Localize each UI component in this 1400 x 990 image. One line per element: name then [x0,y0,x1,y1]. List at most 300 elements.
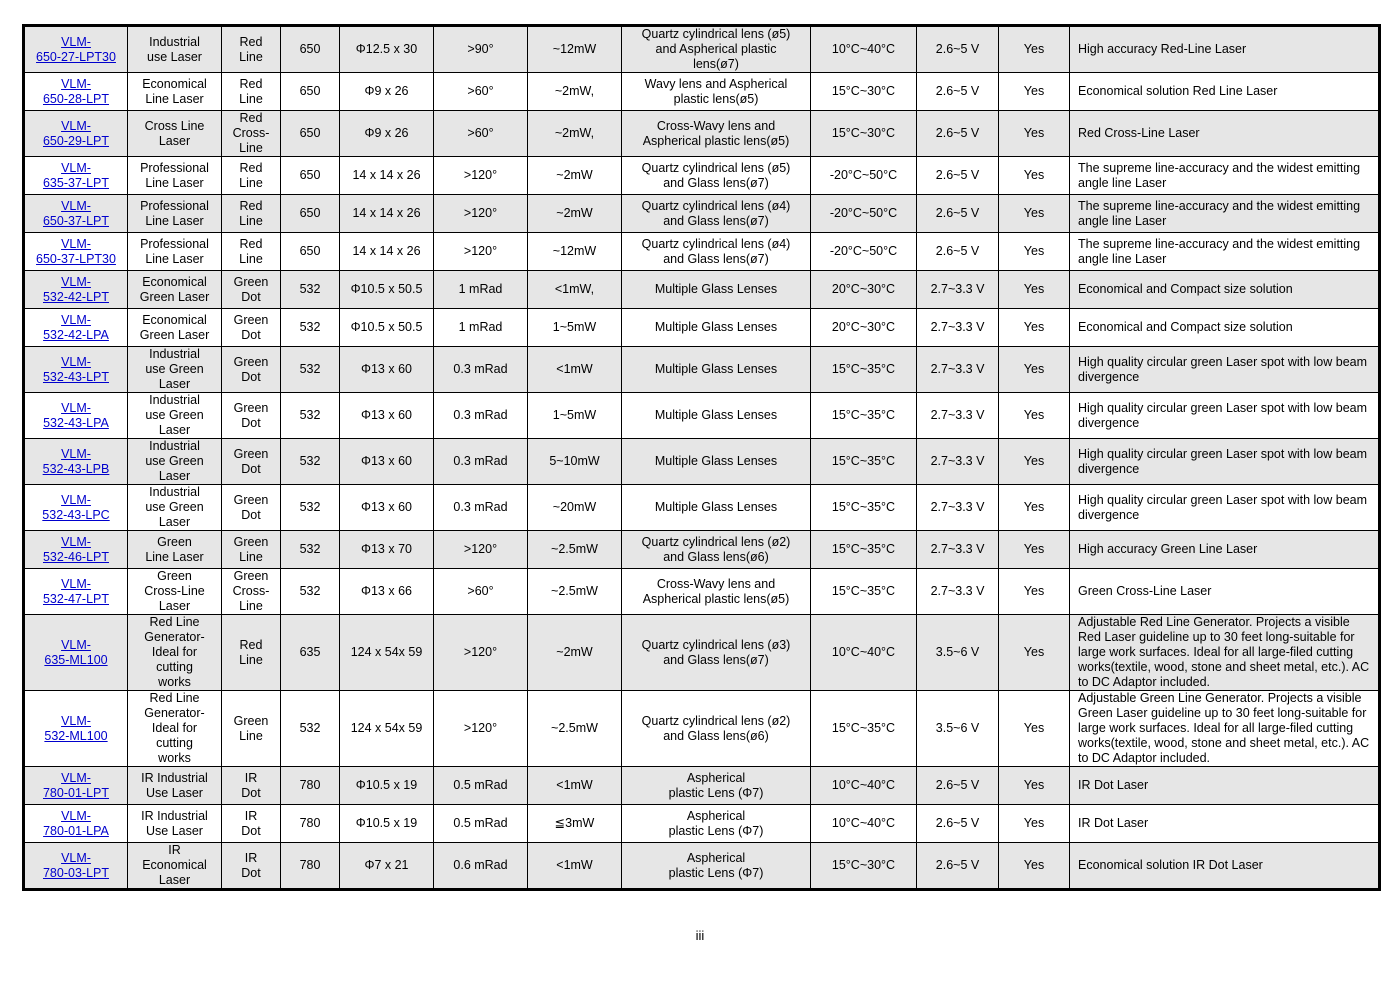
optics-text: Multiple Glass Lenses [654,408,778,422]
description-text: Economical solution IR Dot Laser [1078,858,1263,872]
cell-pattern [222,233,281,271]
temperature-text: 20°C~30°C [831,320,896,334]
description-text: Red Cross-Line Laser [1078,126,1200,140]
pattern-text: Line [239,599,263,613]
model-text: 532-43-LPT [42,369,109,384]
model-text: 650-37-LPT30 [36,251,116,266]
pattern-text: Green [233,534,269,549]
cell-voltage [917,111,999,157]
optics-text: and Glass lens(ø7) [663,213,769,228]
pattern-text: Red [239,637,263,652]
table-row [24,347,1380,393]
adjustable-text: Yes [1023,282,1045,296]
cell-temperature [811,691,917,767]
model-link[interactable] [36,35,116,64]
optics-text: Aspherical [686,850,746,865]
cell-dimensions [340,393,434,439]
cell-description [1070,805,1380,843]
optics-text: Multiple Glass Lenses [654,320,778,334]
cell-temperature [811,111,917,157]
wavelength-text: 780 [299,778,321,792]
model-link[interactable] [43,161,109,190]
table-row [24,195,1380,233]
cell-temperature [811,157,917,195]
optics-text: Cross-Wavy lens and [656,576,776,591]
optics-text: plastic lens(ø5) [673,91,759,106]
cell-wavelength [281,531,340,569]
optics-text: Quartz cylindrical lens (ø2) [641,713,791,728]
cell-optics [622,531,811,569]
cell-pattern [222,271,281,309]
cell-power [528,569,622,615]
cell-application [128,271,222,309]
pattern-text: IR [244,808,258,823]
cell-dimensions [340,485,434,531]
application-text: Economical [142,274,207,289]
cell-temperature [811,485,917,531]
cell-voltage [917,347,999,393]
cell-optics [622,767,811,805]
model-link[interactable] [43,355,109,384]
cell-optics [622,233,811,271]
temperature-text: 15°C~30°C [831,126,896,140]
pattern-text: Red [239,198,263,213]
description-text: Economical and Compact size solution [1078,320,1293,334]
optics-text: plastic Lens (Φ7) [668,823,764,838]
cell-voltage [917,485,999,531]
cell-description [1070,393,1380,439]
cell-application [128,393,222,439]
cell-optics [622,111,811,157]
cell-fan-angle [434,767,528,805]
model-link[interactable] [43,275,109,304]
cell-wavelength [281,271,340,309]
adjustable-text: Yes [1023,721,1045,735]
cell-wavelength [281,843,340,890]
model-link[interactable] [43,535,109,564]
fan-angle-text: 0.3 mRad [453,500,508,514]
power-text: <1mW, [554,282,595,296]
model-text: 635-ML100 [44,652,108,667]
power-text: ~20mW [552,500,597,514]
pattern-text: Cross- [232,584,270,598]
optics-text: and Glass lens(ø6) [663,549,769,564]
cell-fan-angle [434,485,528,531]
description-text: High quality circular green Laser spot with low beam divergence [1078,446,1368,476]
model-text: VLM- [61,492,91,507]
application-text: IR Industrial [141,808,208,823]
model-text: 532-43-LPC [42,507,110,522]
cell-description [1070,309,1380,347]
dimensions-text: 14 x 14 x 26 [352,244,421,258]
cell-optics [622,271,811,309]
application-text: Professional [140,160,209,175]
cell-optics [622,843,811,890]
cell-pattern [222,805,281,843]
temperature-text: 15°C~30°C [831,858,896,872]
wavelength-text: 532 [299,454,321,468]
fan-angle-text: >120° [463,542,498,556]
model-text: VLM- [61,236,91,251]
description-text: IR Dot Laser [1078,816,1149,830]
cell-temperature [811,393,917,439]
cell-voltage [917,439,999,485]
cell-pattern [222,531,281,569]
application-text: Economical [142,858,207,872]
cell-optics [622,615,811,691]
cell-application [128,615,222,691]
cell-wavelength [281,569,340,615]
cell-application [128,233,222,271]
model-link[interactable] [43,199,109,228]
wavelength-text: 532 [299,584,321,598]
voltage-text: 2.7~3.3 V [930,584,985,598]
optics-text: plastic Lens (Φ7) [668,785,764,800]
optics-text: Multiple Glass Lenses [654,362,778,376]
cell-application [128,805,222,843]
pattern-text: Green [233,569,269,583]
fan-angle-text: >120° [463,168,498,182]
voltage-text: 2.7~3.3 V [930,408,985,422]
description-text: The supreme line-accuracy and the widest emitting angle line Laser [1078,198,1361,228]
fan-angle-text: 0.3 mRad [453,408,508,422]
cell-pattern [222,309,281,347]
application-text: Red Line [149,691,200,705]
power-text: 1~5mW [552,408,597,422]
cell-wavelength [281,111,340,157]
description-text: Economical and Compact size solution [1078,282,1293,296]
cell-adjustable [999,485,1070,531]
model-text: 532-42-LPT [42,289,109,304]
cell-wavelength [281,347,340,393]
cell-optics [622,691,811,767]
table-row [24,767,1380,805]
cell-application [128,157,222,195]
model-text: 532-47-LPT [42,591,109,606]
voltage-text: 2.7~3.3 V [930,320,985,334]
wavelength-text: 650 [299,126,321,140]
optics-text: Aspherical [686,808,746,823]
cell-voltage [917,271,999,309]
cell-fan-angle [434,73,528,111]
application-text: Economical [142,76,207,91]
adjustable-text: Yes [1023,584,1045,598]
cell-pattern [222,843,281,890]
application-text: use Laser [147,49,202,64]
pattern-text: Line [239,251,263,266]
wavelength-text: 532 [299,362,321,376]
model-link[interactable] [44,714,107,743]
temperature-text: 15°C~35°C [831,454,896,468]
cell-wavelength [281,195,340,233]
cell-dimensions [340,615,434,691]
dimensions-text: 124 x 54x 59 [350,645,423,659]
cell-application [128,111,222,157]
pattern-text: Red [239,111,263,125]
cell-pattern [222,347,281,393]
application-text: Professional [140,198,209,213]
pattern-text: Dot [241,507,261,522]
table-row [24,843,1380,890]
pattern-text: Line [239,728,263,743]
cell-description [1070,531,1380,569]
model-link[interactable] [44,638,107,667]
pattern-text: Green [233,274,269,289]
wavelength-text: 532 [299,320,321,334]
cell-adjustable [999,271,1070,309]
pattern-text: Green [233,354,269,369]
fan-angle-text: 1 mRad [458,282,503,296]
pattern-text: Red [239,236,263,251]
fan-angle-text: >60° [467,84,494,98]
cell-dimensions [340,843,434,890]
cell-fan-angle [434,805,528,843]
temperature-text: 10°C~40°C [831,645,896,659]
laser-spec-table [22,24,1381,891]
cell-adjustable [999,767,1070,805]
description-text: Economical solution Red Line Laser [1078,84,1278,98]
model-text: 650-27-LPT30 [36,49,116,64]
model-link[interactable] [43,447,110,476]
cell-adjustable [999,843,1070,890]
voltage-text: 2.6~5 V [935,168,980,182]
optics-text: Aspherical plastic lens(ø5) [642,591,790,606]
cell-adjustable [999,26,1070,73]
cell-description [1070,569,1380,615]
cell-fan-angle [434,843,528,890]
cell-adjustable [999,309,1070,347]
model-text: VLM- [61,576,91,591]
cell-voltage [917,615,999,691]
application-text: Line Laser [145,175,204,190]
pattern-text: Green [233,446,269,461]
pattern-text: Dot [241,289,261,304]
optics-text: Aspherical [686,770,746,785]
application-text: Cross-Line [144,584,205,598]
pattern-text: Dot [241,865,261,880]
model-link[interactable] [43,577,109,606]
cell-wavelength [281,309,340,347]
table-row [24,271,1380,309]
cell-model [24,195,128,233]
temperature-text: 10°C~40°C [831,778,896,792]
cell-application [128,26,222,73]
cell-power [528,805,622,843]
power-text: <1mW [556,858,593,872]
pattern-text: Line [239,549,263,564]
dimensions-text: Φ13 x 70 [361,542,412,556]
temperature-text: -20°C~50°C [829,244,898,258]
application-text: Ideal for [151,645,198,659]
description-text: High accuracy Red-Line Laser [1078,42,1247,56]
adjustable-text: Yes [1023,126,1045,140]
voltage-text: 2.7~3.3 V [930,500,985,514]
model-text: VLM- [61,34,91,49]
voltage-text: 2.7~3.3 V [930,362,985,376]
model-text: VLM- [61,274,91,289]
model-text: VLM- [61,312,91,327]
pattern-text: Green [233,400,269,415]
temperature-text: -20°C~50°C [829,206,898,220]
wavelength-text: 650 [299,244,321,258]
cell-pattern [222,485,281,531]
cell-dimensions [340,691,434,767]
cell-pattern [222,615,281,691]
model-link[interactable] [43,77,109,106]
voltage-text: 2.6~5 V [935,206,980,220]
cell-pattern [222,73,281,111]
pattern-text: Dot [241,461,261,476]
model-text: VLM- [61,808,91,823]
model-link[interactable] [36,237,116,266]
dimensions-text: Φ13 x 60 [361,454,412,468]
table-row [24,691,1380,767]
cell-dimensions [340,347,434,393]
cell-power [528,843,622,890]
dimensions-text: 14 x 14 x 26 [352,206,421,220]
description-text: High quality circular green Laser spot with low beam divergence [1078,492,1368,522]
pattern-text: Green [233,713,269,728]
application-text: Green [157,534,192,549]
temperature-text: 20°C~30°C [831,282,896,296]
model-text: 650-29-LPT [42,133,109,148]
application-text: Laser [158,377,191,391]
pattern-text: Line [239,49,263,64]
cell-voltage [917,195,999,233]
wavelength-text: 532 [299,500,321,514]
wavelength-text: 532 [299,542,321,556]
dimensions-text: 124 x 54x 59 [350,721,423,735]
cell-model [24,485,128,531]
cell-description [1070,233,1380,271]
model-link[interactable] [43,809,109,838]
cell-power [528,26,622,73]
fan-angle-text: 0.3 mRad [453,454,508,468]
model-link[interactable] [42,493,109,522]
cell-fan-angle [434,615,528,691]
model-text: 532-43-LPB [42,461,110,476]
wavelength-text: 650 [299,84,321,98]
dimensions-text: Φ10.5 x 50.5 [350,320,423,334]
pattern-text: Red [239,160,263,175]
model-link[interactable] [43,119,109,148]
fan-angle-text: >120° [463,244,498,258]
voltage-text: 2.6~5 V [935,42,980,56]
application-text: Generator- [144,706,205,720]
cell-wavelength [281,485,340,531]
adjustable-text: Yes [1023,320,1045,334]
fan-angle-text: 1 mRad [458,320,503,334]
voltage-text: 2.6~5 V [935,84,980,98]
voltage-text: 3.5~6 V [935,645,980,659]
application-text: Cross Line [144,118,205,133]
cell-power [528,157,622,195]
optics-text: Multiple Glass Lenses [654,500,778,514]
cell-power [528,531,622,569]
voltage-text: 2.6~5 V [935,778,980,792]
application-text: Green [157,569,192,583]
cell-adjustable [999,73,1070,111]
cell-voltage [917,805,999,843]
table-row [24,531,1380,569]
adjustable-text: Yes [1023,542,1045,556]
wavelength-text: 650 [299,42,321,56]
application-text: Use Laser [146,785,203,800]
cell-optics [622,195,811,233]
cell-voltage [917,233,999,271]
temperature-text: 15°C~35°C [831,542,896,556]
cell-description [1070,439,1380,485]
voltage-text: 2.6~5 V [935,858,980,872]
cell-wavelength [281,767,340,805]
voltage-text: 3.5~6 V [935,721,980,735]
cell-description [1070,347,1380,393]
cell-voltage [917,843,999,890]
application-text: Professional [140,236,209,251]
cell-fan-angle [434,271,528,309]
application-text: Use Laser [146,823,203,838]
model-text: 780-01-LPT [42,785,109,800]
cell-application [128,691,222,767]
application-text: IR Industrial [141,770,208,785]
wavelength-text: 532 [299,282,321,296]
dimensions-text: Φ12.5 x 30 [355,42,418,56]
wavelength-text: 532 [299,408,321,422]
cell-voltage [917,393,999,439]
model-text: VLM- [61,534,91,549]
cell-voltage [917,569,999,615]
model-text: 532-ML100 [44,728,108,743]
cell-model [24,843,128,890]
cell-adjustable [999,615,1070,691]
cell-temperature [811,615,917,691]
model-link[interactable] [43,851,109,880]
cell-pattern [222,111,281,157]
application-text: Laser [158,873,191,887]
temperature-text: 10°C~40°C [831,816,896,830]
application-text: works [158,675,191,689]
cell-power [528,73,622,111]
adjustable-text: Yes [1023,454,1045,468]
cell-pattern [222,767,281,805]
cell-dimensions [340,531,434,569]
adjustable-text: Yes [1023,816,1045,830]
cell-dimensions [340,195,434,233]
cell-power [528,439,622,485]
table-row [24,615,1380,691]
cell-dimensions [340,271,434,309]
application-text: Laser [158,133,191,148]
cell-voltage [917,767,999,805]
wavelength-text: 650 [299,206,321,220]
temperature-text: 15°C~35°C [831,721,896,735]
model-link[interactable] [43,313,109,342]
cell-optics [622,485,811,531]
application-text: Industrial [149,347,200,361]
model-link[interactable] [43,401,109,430]
cell-dimensions [340,26,434,73]
cell-application [128,531,222,569]
description-text: Green Cross-Line Laser [1078,584,1212,598]
optics-text: plastic Lens (Φ7) [668,865,764,880]
optics-text: Quartz cylindrical lens (ø2) [641,534,791,549]
cell-optics [622,569,811,615]
model-link[interactable] [43,771,109,800]
optics-text: Quartz cylindrical lens (ø4) [641,198,791,213]
description-text: Adjustable Red Line Generator. Projects a visible Red Laser guideline up to 30 feet long-suitable for large work surfaces. Ideal for all large-filed cutting works(textile, wood, stone and sheet metal, etc.). AC to DC Adaptor included. [1078,615,1370,689]
cell-power [528,767,622,805]
optics-text: and Glass lens(ø7) [663,175,769,190]
